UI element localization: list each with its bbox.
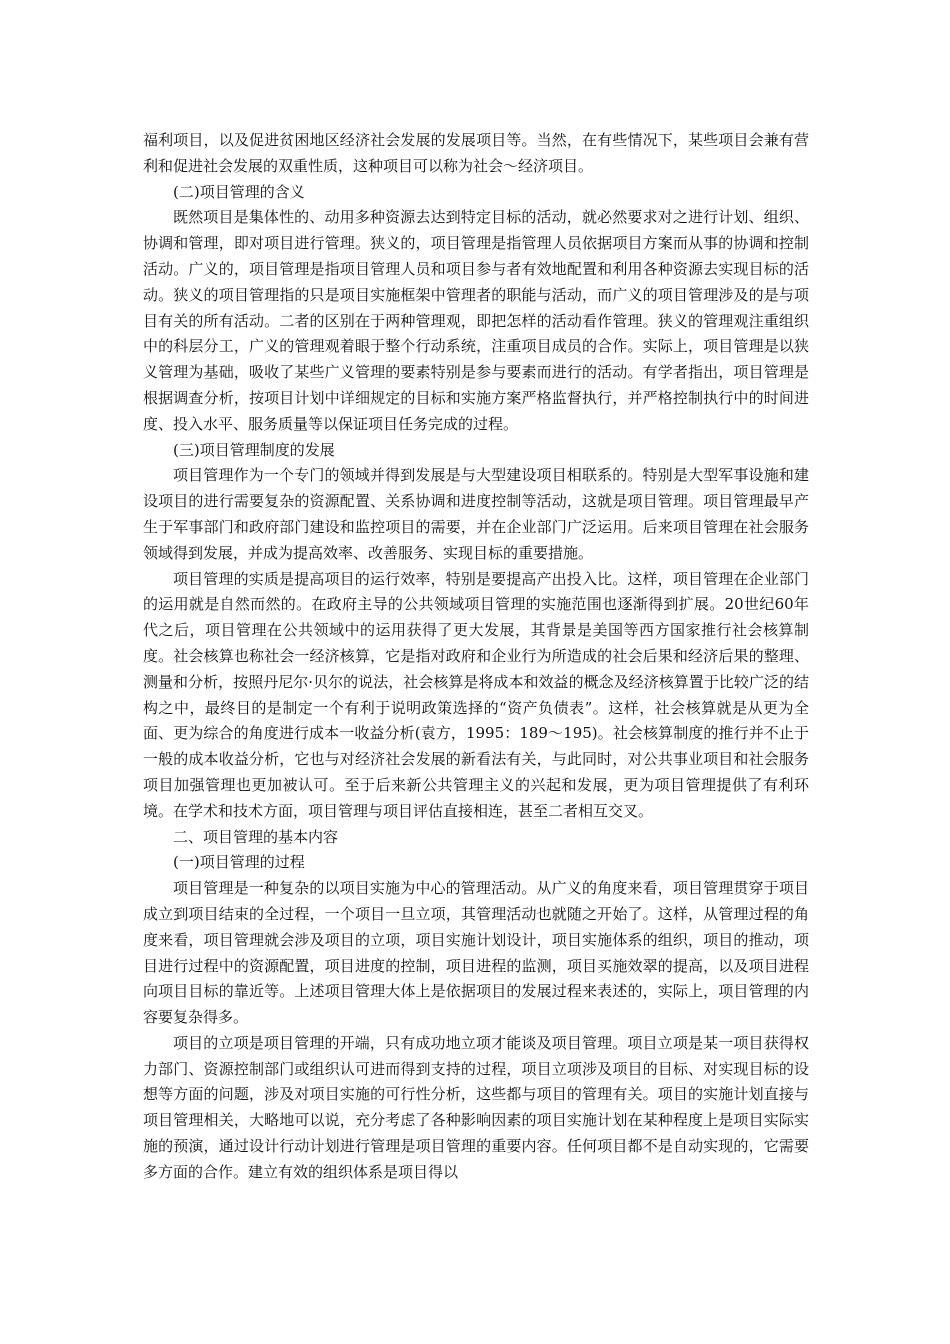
paragraph-6: 项目的立项是项目管理的开端，只有成功地立项才能谈及项目管理。项目立项是某一项目获得权力部门、资源控制部门或组织认可进而得到支持的过程，项目立项涉及项目的目标、对实现目标的设想等方面的问题，涉及对项目实施的可行性分析，这些都与项目的管理有关。项目的实施计划直接与项目管理相关，大略地可以说，充分考虑了各种影响因素的项目实施计划在某种程度上是项目实际实施的预演，通过设计行动计划进行管理是项目管理的重要内容。任何项目都不是自动实现的，它需要多方面的合作。建立有效的组织体系是项目得以 <box>143 1033 809 1181</box>
document-page <box>143 128 809 1186</box>
section-heading-meaning: (二)项目管理的含义 <box>173 182 305 201</box>
chapter-heading-basic-content: 二、项目管理的基本内容 <box>173 827 339 846</box>
paragraph-4: 项目管理的实质是提高项目的运行效率，特别是要提高产出投入比。这样，项目管理在企业部门的运用就是自然而然的。在政府主导的公共领域项目管理的实施范围也逐渐得到扩展。20世纪60年代之后，项目管理在公共领域中的运用获得了更大发展，其背景是美国等西方国家推行社会核算制度。社会核算也称社会一经济核算，它是指对政府和企业行为所造成的社会后果和经济后果的整理、测量和分析，按照丹尼尔·贝尔的说法，社会核算是将成本和效益的概念及经济核算置于比较广泛的结构之中，最终目的是制定一个有利于说明政策选择的“资产负债表”。这样，社会核算就是从更为全面、更为综合的角度进行成本一收益分析(袁方，1995：189～195)。社会核算制度的推行并不止于一般的成本收益分析，它也与对经济社会发展的新看法有关，与此同时，对公共事业项目和社会服务项目加强管理也更加被认可。至于后来新公共管理主义的兴起和发展，更为项目管理提供了有利环境。在学术和技术方面，项目管理与项目评估直接相连，甚至二者相互交叉。 <box>143 569 809 820</box>
paragraph-5: 项目管理是一种复杂的以项目实施为中心的管理活动。从广义的角度来看，项目管理贯穿于项目成立到项目结束的全过程，一个项目一旦立项，其管理活动也就随之开始了。这样，从管理过程的角度来看，项目管理就会涉及项目的立项，项目实施计划设计，项目实施体系的组织，项目的推动，项目进行过程中的资源配置，项目进度的控制，项目进程的监测，项目买施效翠的提高，以及项目进程向项目目标的靠近等。上述项目管理大体上是依据项目的发展过程来表述的，实际上，项目管理的内容要复杂得多。 <box>143 879 809 1027</box>
section-heading-development: (三)项目管理制度的发展 <box>173 440 335 459</box>
paragraph-3: 项目管理作为一个专门的领域并得到发展是与大型建设项目相联系的。特别是大型军事设施和建设项目的进行需要复杂的资源配置、关系协调和进度控制等活动，这就是项目管理。项目管理最早产生于军事部门和政府部门建设和监控项目的需要，并在企业部门广泛运用。后来项目管理在社会服务领域得到发展，并成为提高效率、改善服务、实现目标的重要措施。 <box>143 466 809 562</box>
section-heading-process: (一)项目管理的过程 <box>173 853 305 872</box>
paragraph-1: 福利项目，以及促进贫困地区经济社会发展的发展项目等。当然，在有些情况下，某些项目会兼有营利和促进社会发展的双重性质，这种项目可以称为社会～经济项目。 <box>143 131 809 175</box>
paragraph-2: 既然项目是集体性的、动用多种资源去达到特定目标的活动，就必然要求对之进行计划、组织、协调和管理，即对项目进行管理。狭义的，项目管理是指管理人员依据项目方案而从事的协调和控制活动。广义的，项目管理是指项目管理人员和项目参与者有效地配置和利用各种资源去实现目标的活动。狭义的项目管理指的只是项目实施框架中管理者的职能与活动，而广义的项目管理涉及的是与项目有关的所有活动。二者的区别在于两种管理观，即把怎样的活动看作管理。狭义的管理观注重组织中的科层分工，广义的管理观着眼于整个行动系统，注重项目成员的合作。实际上，项目管理是以狭义管理为基础，吸收了某些广义管理的要素特别是参与要素而进行的活动。有学者指出，项目管理是根据调查分析，按项目计划中详细规定的目标和实施方案严格监督执行，并严格控制执行中的时间进度、投入水平、服务质量等以保证项目任务完成的过程。 <box>143 208 809 433</box>
